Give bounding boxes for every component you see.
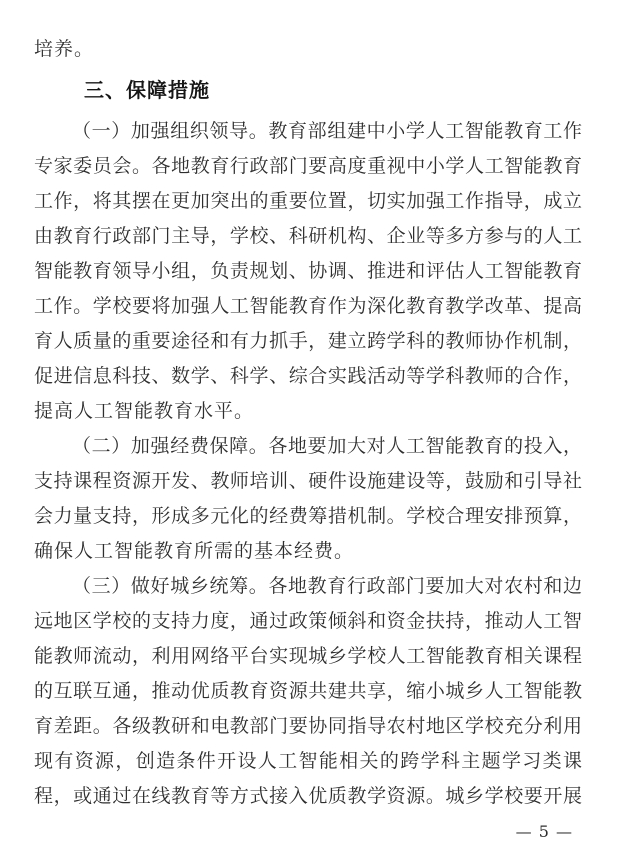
body-line: 程，或通过在线教育等方式接入优质教学资源。城乡学校要开展: [34, 785, 582, 807]
body-line: （三）做好城乡统筹。各地教育行政部门要加大对农村和边: [72, 575, 582, 597]
body-line: 提高人工智能教育水平。: [34, 400, 255, 422]
paragraph-2: [34, 429, 582, 569]
page-number: — 5 —: [515, 822, 573, 841]
paragraph-1: [34, 114, 582, 429]
body-line: 的互联互通，推动优质教育资源共建共享，缩小城乡人工智能教: [34, 680, 582, 702]
section-heading: 三、保障措施: [84, 80, 210, 102]
body-line: （一）加强组织领导。教育部组建中小学人工智能教育工作: [72, 120, 582, 142]
body-line: 育人质量的重要途径和有力抓手，建立跨学科的教师协作机制，: [34, 330, 582, 352]
body-line: 智能教育领导小组，负责规划、协调、推进和评估人工智能教育: [34, 260, 582, 282]
body-line: 工作，将其摆在更加突出的重要位置，切实加强工作指导，成立: [34, 190, 582, 212]
document-body: [34, 32, 582, 814]
body-line: 确保人工智能教育所需的基本经费。: [34, 540, 355, 562]
carryover-line: 培养。: [34, 38, 95, 60]
body-line: 能教师流动，利用网络平台实现城乡学校人工智能教育相关课程: [34, 645, 582, 667]
body-line: 现有资源，创造条件开设人工智能相关的跨学科主题学习类课: [34, 750, 582, 772]
paragraph-3: [34, 569, 582, 814]
body-line: 育差距。各级教研和电教部门要协同指导农村地区学校充分利用: [34, 715, 582, 737]
body-line: 专家委员会。各地教育行政部门要高度重视中小学人工智能教育: [34, 155, 582, 177]
body-line: 支持课程资源开发、教师培训、硬件设施建设等，鼓励和引导社: [34, 470, 582, 492]
body-line: 由教育行政部门主导，学校、科研机构、企业等多方参与的人工: [34, 225, 582, 247]
body-line: 工作。学校要将加强人工智能教育作为深化教育教学改革、提高: [34, 295, 582, 317]
body-line: 促进信息科技、数学、科学、综合实践活动等学科教师的合作，: [34, 365, 582, 387]
body-line: 远地区学校的支持力度，通过政策倾斜和资金扶持，推动人工智: [34, 610, 582, 632]
body-line: 会力量支持，形成多元化的经费筹措机制。学校合理安排预算，: [34, 505, 582, 527]
body-line: （二）加强经费保障。各地要加大对人工智能教育的投入，: [72, 435, 582, 457]
